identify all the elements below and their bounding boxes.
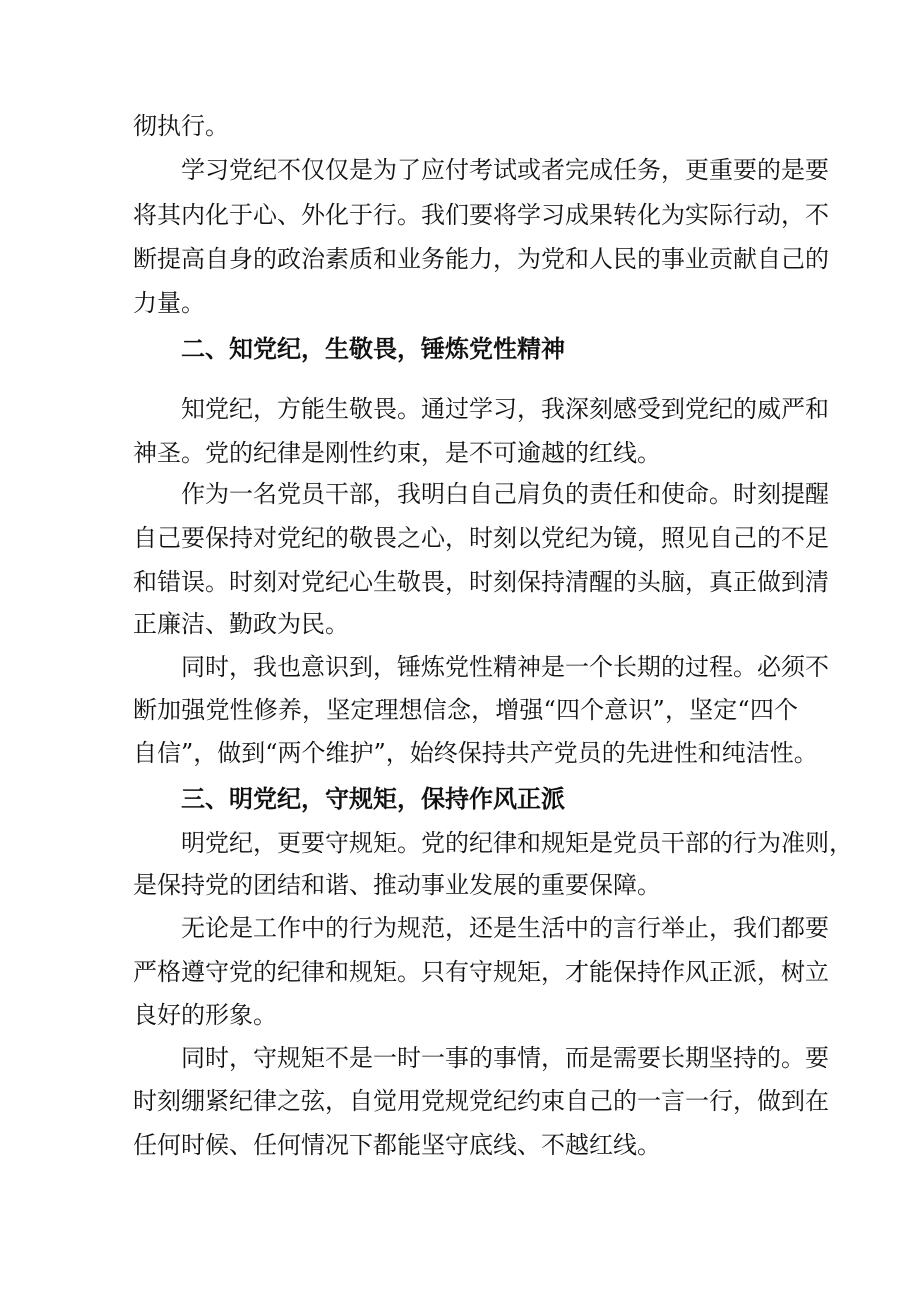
paragraph-line: 彻执行。 bbox=[133, 112, 229, 140]
paragraph-line: 作为一名党员干部，我明白自己肩负的责任和使命。时刻提醒 bbox=[181, 480, 829, 508]
paragraph-line: 明党纪，更要守规矩。党的纪律和规矩是党员干部的行为准则， bbox=[181, 829, 853, 857]
paragraph-line: 自己要保持对党纪的敬畏之心，时刻以党纪为镜，照见自己的不足 bbox=[133, 524, 829, 552]
paragraph-line: 时刻绷紧纪律之弦，自觉用党规党纪约束自己的一言一行，做到在 bbox=[133, 1087, 829, 1115]
paragraph-line: 将其内化于心、外化于行。我们要将学习成果转化为实际行动，不 bbox=[133, 201, 829, 229]
section-heading-2: 二、知党纪，生敬畏，锤炼党性精神 bbox=[181, 335, 565, 363]
paragraph-line: 神圣。党的纪律是刚性约束，是不可逾越的红线。 bbox=[133, 439, 661, 467]
paragraph-line: 正廉洁、勤政为民。 bbox=[133, 610, 349, 638]
paragraph-line: 良好的形象。 bbox=[133, 1001, 277, 1029]
section-heading-3: 三、明党纪，守规矩，保持作风正派 bbox=[181, 785, 565, 813]
paragraph-line: 同时，守规矩不是一时一事的事情，而是需要长期坚持的。要 bbox=[181, 1044, 829, 1072]
paragraph-line: 知党纪，方能生敬畏。通过学习，我深刻感受到党纪的威严和 bbox=[181, 395, 829, 423]
paragraph-line: 自信”，做到“两个维护”，始终保持共产党员的先进性和纯洁性。 bbox=[133, 739, 818, 767]
paragraph-line: 任何时候、任何情况下都能坚守底线、不越红线。 bbox=[133, 1131, 661, 1159]
paragraph-line: 无论是工作中的行为规范，还是生活中的言行举止，我们都要 bbox=[181, 914, 829, 942]
paragraph-line: 学习党纪不仅仅是为了应付考试或者完成任务，更重要的是要 bbox=[181, 156, 829, 184]
paragraph-line: 力量。 bbox=[133, 289, 205, 317]
paragraph-line: 和错误。时刻对党纪心生敬畏，时刻保持清醒的头脑，真正做到清 bbox=[133, 568, 829, 596]
paragraph-line: 严格遵守党的纪律和规矩。只有守规矩，才能保持作风正派，树立 bbox=[133, 958, 829, 986]
paragraph-line: 同时，我也意识到，锤炼党性精神是一个长期的过程。必须不 bbox=[181, 653, 829, 681]
paragraph-line: 断加强党性修养，坚定理想信念，增强“四个意识”，坚定“四个 bbox=[133, 696, 798, 724]
paragraph-line: 断提高自身的政治素质和业务能力，为党和人民的事业贡献自己的 bbox=[133, 245, 829, 273]
paragraph-line: 是保持党的团结和谐、推动事业发展的重要保障。 bbox=[133, 871, 661, 899]
